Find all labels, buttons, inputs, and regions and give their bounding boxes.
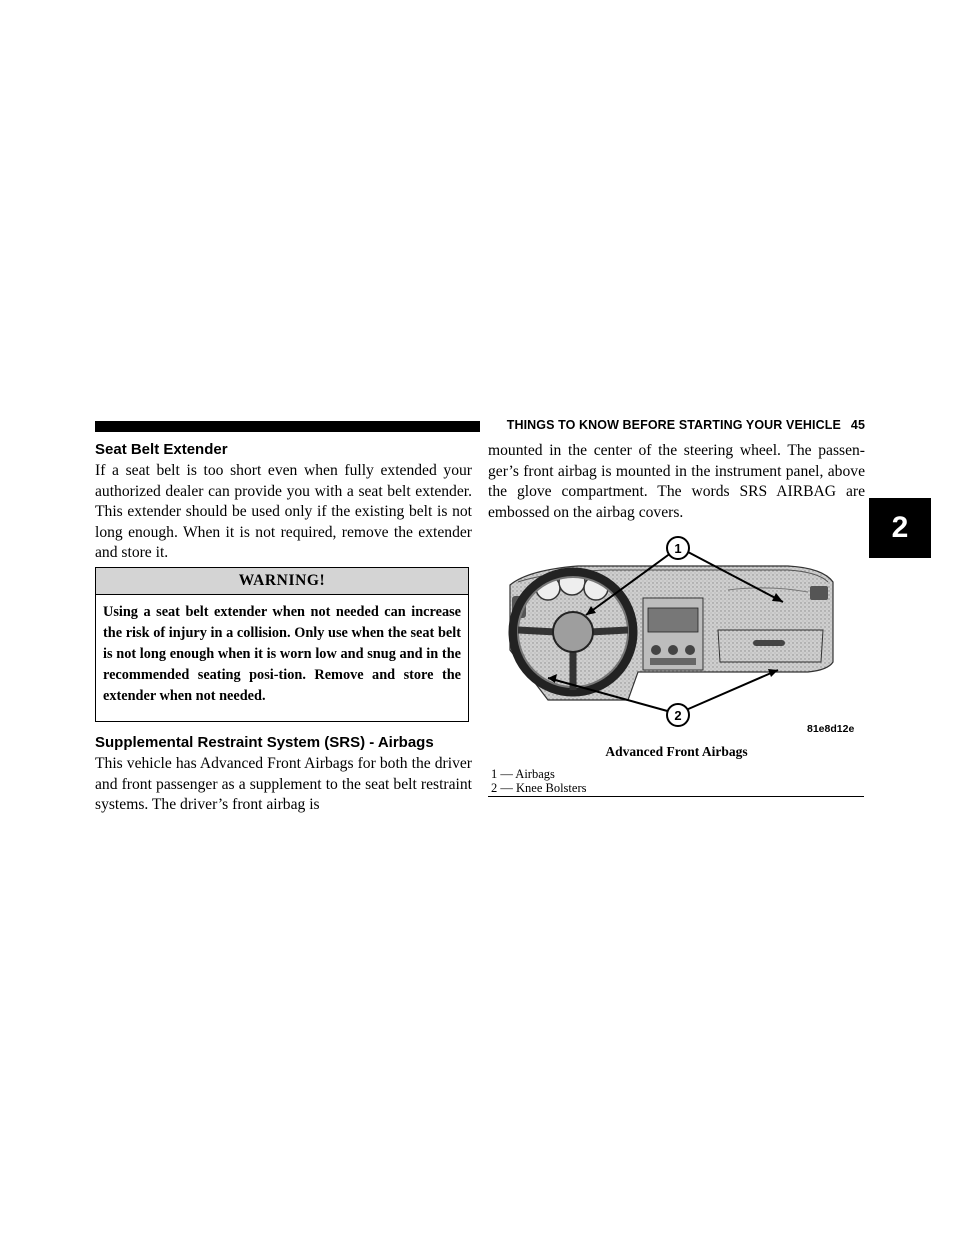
- srs-airbags-heading: Supplemental Restraint System (SRS) - Airbags: [95, 734, 434, 751]
- dashboard-airbag-illustration: [488, 530, 865, 740]
- hvac-knob-2: [668, 645, 678, 655]
- figure-legend: [491, 767, 586, 795]
- hvac-knob-1: [651, 645, 661, 655]
- page-number: 45: [850, 418, 865, 432]
- chapter-tab: 2: [869, 498, 931, 558]
- right-vent: [810, 586, 828, 600]
- radio-unit: [648, 608, 698, 632]
- header-title: THINGS TO KNOW BEFORE STARTING YOUR VEHICLE: [506, 418, 841, 432]
- warning-text: Using a seat belt extender when not needed can increase the risk of injury in a collision. Only use when the seat belt is not long enough when it is worn low and snug and in the recommended seating posi-tion. Remove and store the extender when not needed.: [103, 604, 461, 704]
- callout-2-label: 2: [674, 708, 682, 723]
- srs-airbags-text: This vehicle has Advanced Front Airbags for both the driver and front passenger as a supplement to the seat belt restraint systems. The driver’s front airbag is: [95, 755, 472, 813]
- warning-box: [95, 567, 469, 722]
- seatbelt-extender-heading: Seat Belt Extender: [95, 441, 228, 458]
- legend-item-knee-bolsters: 2 — Knee Bolsters: [491, 781, 587, 795]
- callout-1-label: 1: [674, 541, 682, 556]
- hvac-knob-3: [685, 645, 695, 655]
- running-header: [502, 418, 865, 432]
- warning-title: WARNING!: [96, 568, 468, 595]
- figure-caption: Advanced Front Airbags: [605, 744, 748, 759]
- figure-code: 81e8d12e: [807, 723, 855, 735]
- lower-stack-buttons: [650, 658, 696, 665]
- legend-divider: [488, 796, 864, 797]
- header-rule-bar: [95, 421, 480, 432]
- srs-airbags-text-continued: mounted in the center of the steering wheel. The passen-ger’s front airbag is mounted in the instrument panel, above the glove compartment. The words SRS AIRBAG are embossed on the airbag covers.: [488, 442, 865, 521]
- callout-2-line-b: [686, 670, 778, 710]
- seatbelt-extender-text: If a seat belt is too short even when fully extended your authorized dealer can provide you with a seat belt extender. This extender should be used only if the existing belt is not long enough. When it is not required, remove the extender and store it.: [95, 462, 472, 561]
- steering-spoke-left: [518, 630, 556, 632]
- driver-airbag-hub: [553, 612, 593, 652]
- steering-spoke-right: [590, 630, 628, 632]
- glove-box-handle: [753, 640, 785, 646]
- legend-item-airbags: 1 — Airbags: [491, 767, 555, 781]
- callout-2-arrow-b: [768, 669, 778, 677]
